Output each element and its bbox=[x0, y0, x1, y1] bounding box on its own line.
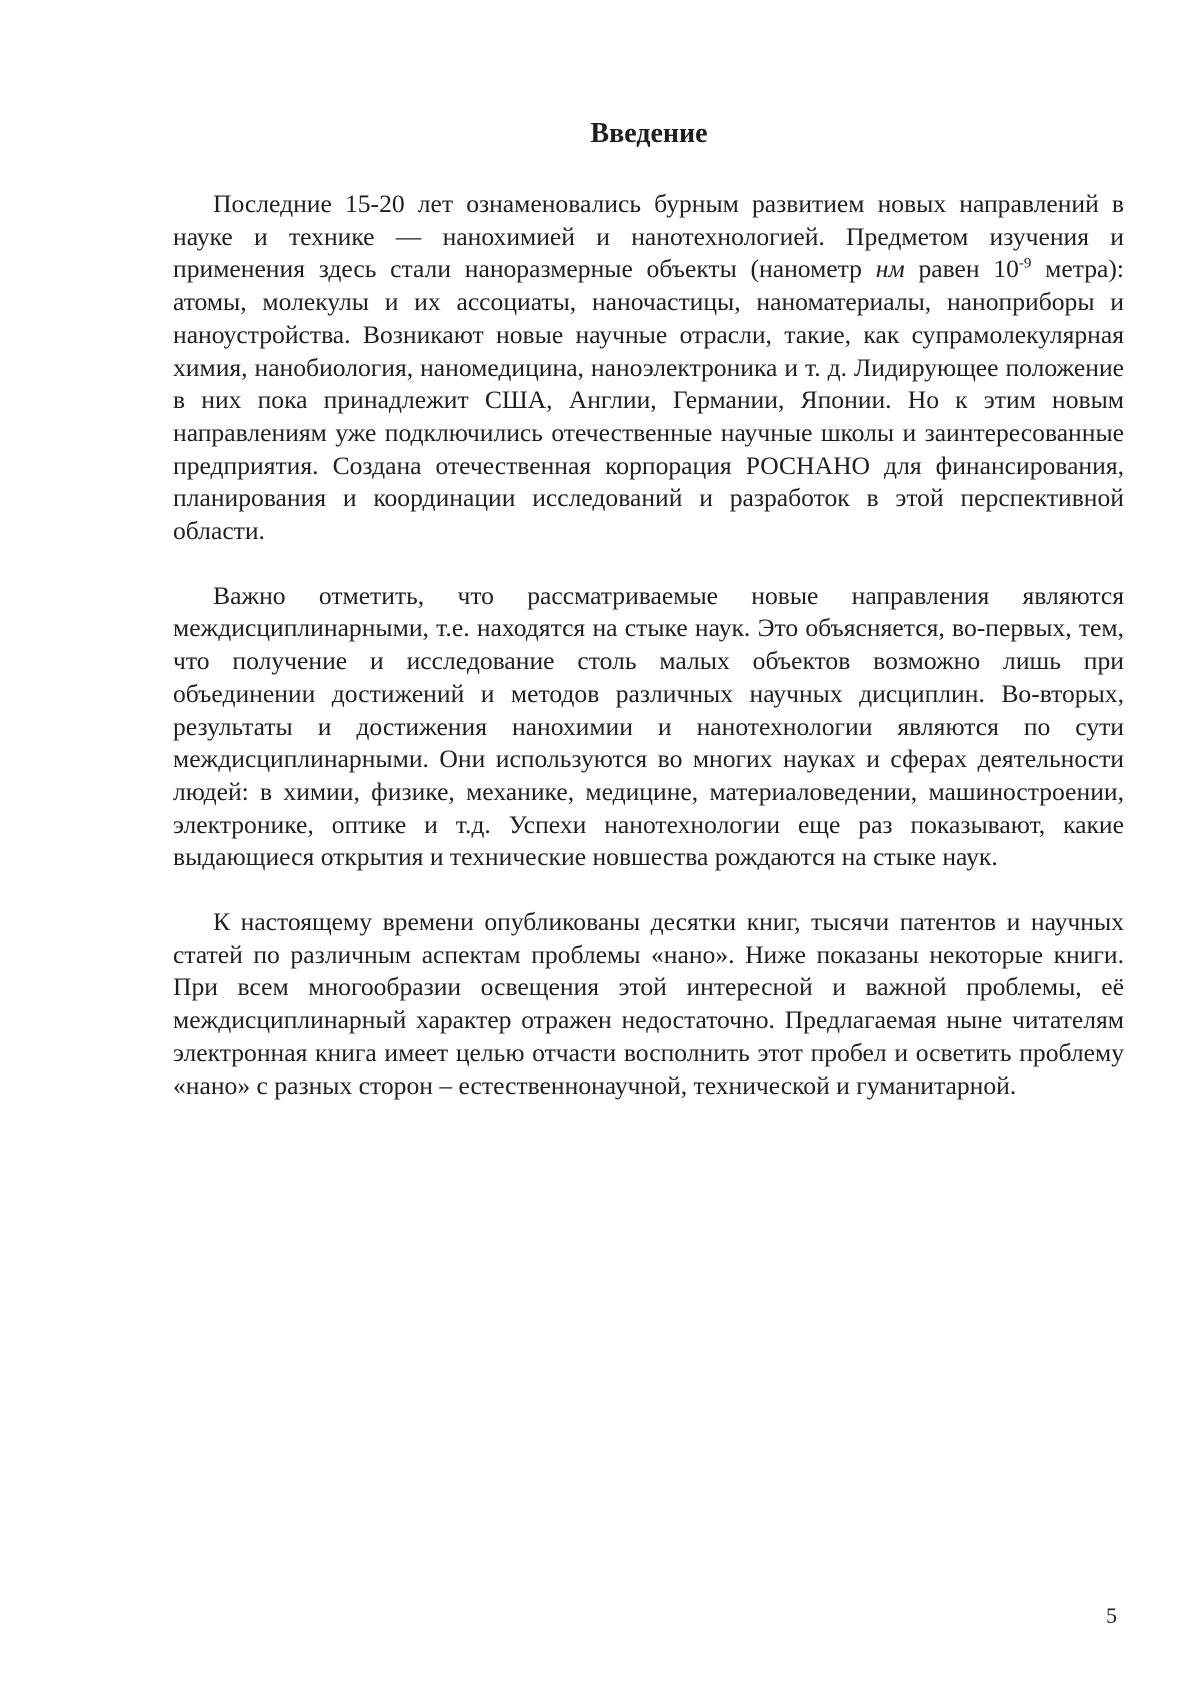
paragraph-1-text-mid: равен 10 bbox=[904, 254, 1019, 284]
page-title: Введение bbox=[590, 118, 708, 149]
page-number: 5 bbox=[1106, 1603, 1117, 1628]
paragraph-2: Важно отметить, что рассматриваемые новые направления являются междисциплинарными, т.е. находятся на стыке наук. Это объясняется, во-первых, тем, что получение и исследование столь малых объектов возможно лишь при объединении достижений и методов различных научных дисциплин. Во-вторых, результаты и достижения нанохимии и нанотехнологии являются по сути междисциплинарными. Они используются во многих науках и сферах деятельности людей: в химии, физике, механике, медицине, материаловедении, машиностроении, электронике, оптике и т.д. Успехи нанотехнологии еще раз показывают, какие выдающиеся открытия и технические новшества рождаются на стыке наук. bbox=[173, 580, 1124, 872]
paragraph-1-text-start: Последние 15-20 лет ознаменовались бурным развитием новых направлений в науке и технике — нанохимией и нанотехнологией. Предметом изучения и применения здесь стали наноразмерные объекты (нанометр bbox=[173, 189, 1124, 284]
paragraph-3: К настоящему времени опубликованы десятки книг, тысячи патентов и научных статей по различным аспектам проблемы «нано». Ниже показаны некоторые книги. При всем многообразии освещения этой интересной и важной проблемы, её междисциплинарный характер отражен недостаточно. Предлагаемая ныне читателям электронная книга имеет целью отчасти восполнить этот пробел и осветить проблему «нано» с разных сторон – естественнонаучной, технической и гуманитарной. bbox=[173, 907, 1124, 1100]
paragraph-1-text-end: метра): атомы, молекулы и их ассоциаты, наночастицы, наноматериалы, наноприборы и наноустройства. Возникают новые научные отрасли, такие, как супрамолекулярная химия, нанобиология, наномедицина, наноэлектроника и т. д. Лидирующее положение в них пока принадлежит США, Англии, Германии, Японии. Но к этим новым направлениям уже подключились отечественные научные школы и заинтересованные предприятия. Создана отечественная корпорация РОСНАНО для финансирования, планирования и координации исследований и разработок в этой перспективной области. bbox=[173, 254, 1124, 546]
body-text bbox=[173, 188, 1124, 1134]
exponent-superscript: -9 bbox=[1018, 255, 1032, 272]
nm-unit-italic: нм bbox=[875, 254, 905, 284]
paragraph-1 bbox=[173, 188, 1124, 548]
